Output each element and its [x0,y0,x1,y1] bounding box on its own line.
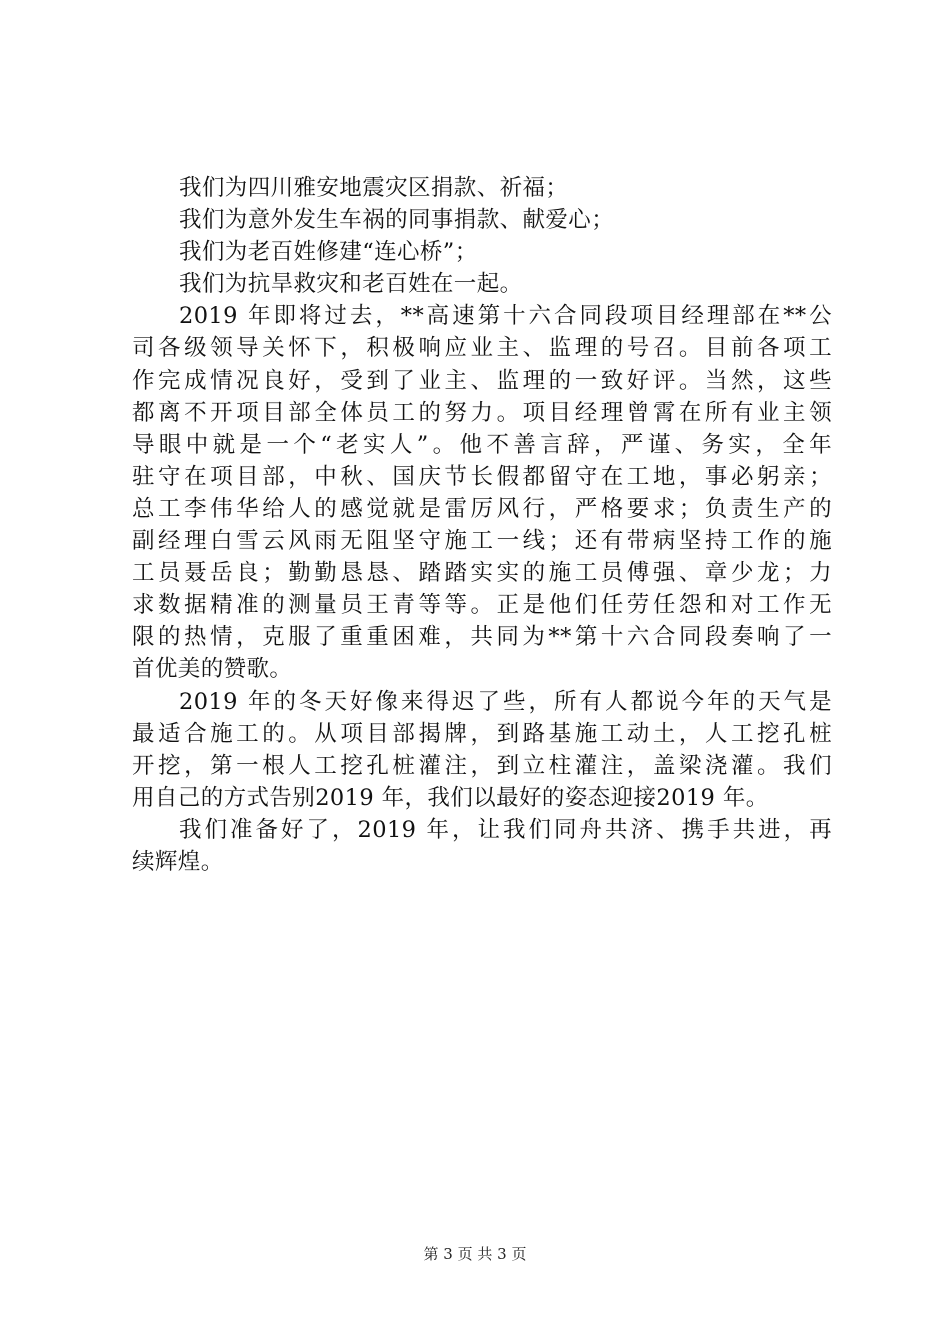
text-line: 用自己的方式告别2019 年，我们以最好的姿态迎接2019 年。 [132,784,769,811]
text-line: 都离不开项目部全体员工的努力。项目经理曾霄在所有业主领 [132,399,832,426]
text-line: 求数据精准的测量员王青等等。正是他们任劳任怨和对工作无 [132,592,832,619]
document-body [132,172,832,878]
text-line: 我们为意外发生车祸的同事捐款、献爱心； [179,207,615,234]
text-line: 司各级领导关怀下，积极响应业主、监理的号召。目前各项工 [132,335,832,362]
text-line: 总工李伟华给人的感觉就是雷厉风行，严格要求；负责生产的 [132,495,832,522]
text-line: 副经理白雪云风雨无阻坚守施工一线；还有带病坚持工作的施 [132,528,832,555]
text-line: 2019 年的冬天好像来得迟了些，所有人都说今年的天气是 [179,688,832,715]
text-line: 我们准备好了，2019 年，让我们同舟共济、携手共进，再 [179,816,832,843]
text-line: 最适合施工的。从项目部揭牌，到路基施工动土，人工挖孔桩 [132,720,832,747]
text-line: 续辉煌。 [132,848,224,875]
text-line: 我们为四川雅安地震灾区捐款、祈福； [179,175,569,201]
text-line: 首优美的赞歌。 [132,656,293,683]
text-line: 我们为抗旱救灾和老百姓在一起。 [179,271,523,298]
text-line: 我们为老百姓修建“连心桥”； [179,239,478,266]
page-number-footer: 第 3 页 共 3 页 [423,1245,527,1263]
text-line: 开挖，第一根人工挖孔桩灌注，到立柱灌注，盖梁浇灌。我们 [132,752,832,779]
text-line: 驻守在项目部，中秋、国庆节长假都留守在工地，事必躬亲； [132,463,832,490]
text-line: 导眼中就是一个“老实人”。他不善言辞，严谨、务实，全年 [132,431,832,458]
text-line: 工员聂岳良；勤勤恳恳、踏踏实实的施工员傅强、章少龙；力 [132,560,832,587]
text-line: 限的热情，克服了重重困难，共同为**第十六合同段奏响了一 [132,624,832,651]
text-line: 2019 年即将过去，**高速第十六合同段项目经理部在**公 [179,303,832,330]
text-line: 作完成情况良好，受到了业主、监理的一致好评。当然，这些 [132,367,832,394]
